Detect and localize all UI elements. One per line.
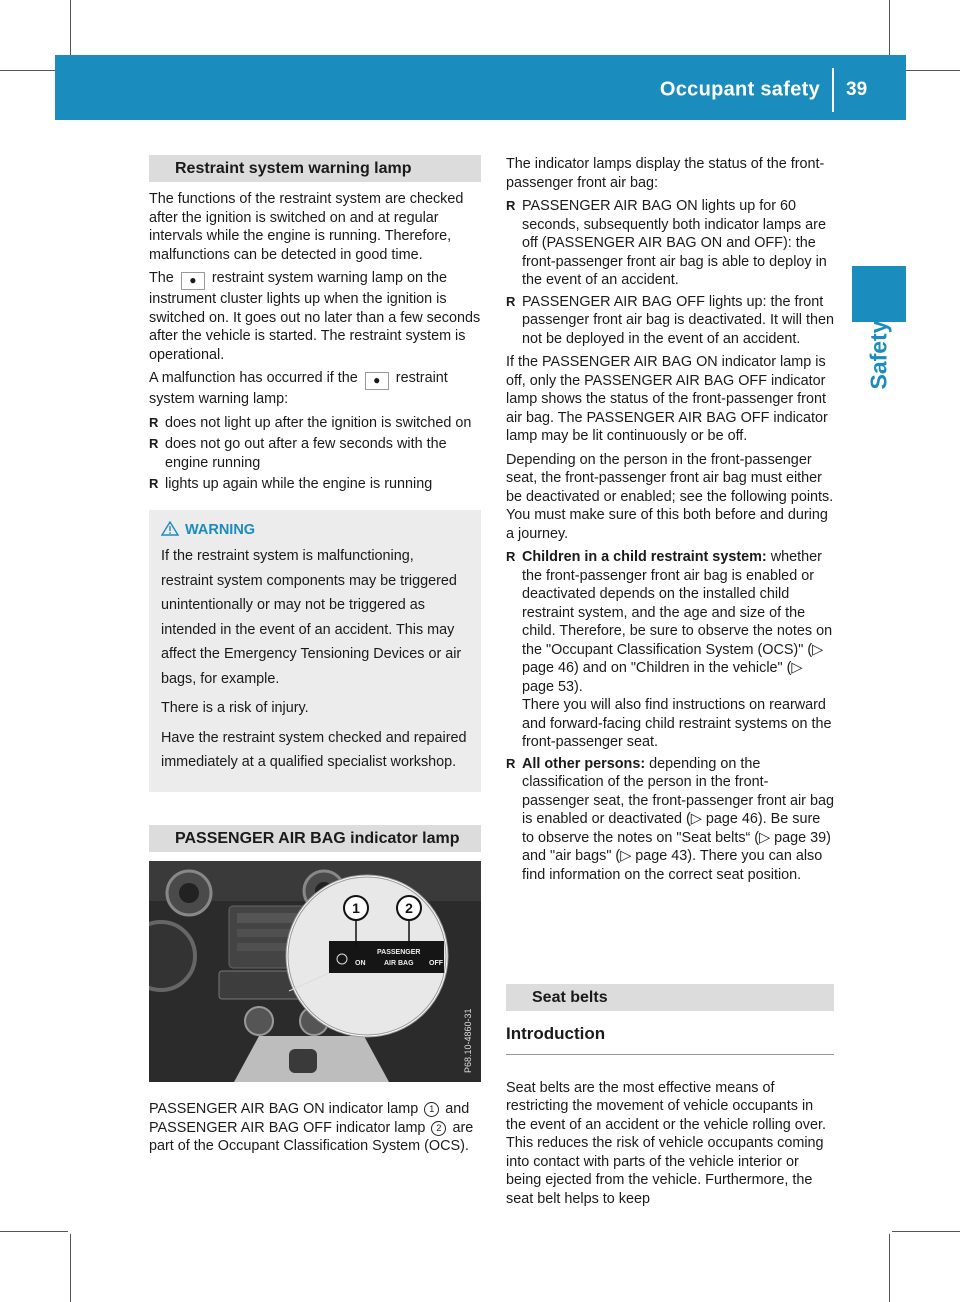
- crop-mark: [889, 1234, 890, 1302]
- crop-mark: [70, 1234, 71, 1302]
- header-separator: [832, 68, 834, 112]
- warning-text: Have the restraint system checked and repaired immediately at a qualified specialist workshop.: [161, 729, 467, 770]
- section-heading-passenger-lamp: PASSENGER AIR BAG indicator lamp: [149, 825, 481, 852]
- chapter-tab: [852, 266, 906, 322]
- paragraph: The ● restraint system warning lamp on the instrument cluster lights up when the ignition is switched on. It goes out no later than a few seconds after the vehicle is started. The restraint system is operational.: [149, 270, 481, 363]
- header-title: Occupant safety: [659, 78, 820, 101]
- dashboard-photo: [149, 861, 481, 1082]
- warning-box: [149, 510, 481, 792]
- callout-2: 2: [405, 900, 413, 916]
- warning-text: There is a risk of injury.: [161, 700, 309, 716]
- list-item: R does not light up after the ignition is switched on: [149, 414, 472, 431]
- list-item: R lights up again while the engine is running: [149, 476, 433, 492]
- paragraph: Depending on the person in the front-passenger seat, the front-passenger front air bag must either be deactivated or enabled; see the following points. You must make sure of this both before and during a journey.: [506, 451, 834, 542]
- callout-2-icon: 2: [431, 1121, 446, 1136]
- panel-off-text: OFF: [429, 960, 443, 967]
- left-column: [149, 155, 481, 792]
- list-item: R Children in a child restraint system: whether the front-passenger front air bag is enabled or deactivated depends on the installed child restraint system, and the age and size of the child. Therefore, be sure to observe the notes on the "Occupant Classification System (OCS)" (▷ page 46) and on "Children in the vehicle" (▷ page 53). There you will also find instructions on rearward and forward-facing child restraint systems on the front-passenger seat.: [506, 549, 833, 750]
- warning-text: If the restraint system is malfunctioning, restraint system components may be triggered unintentionally or may not be triggered as intended in the event of an accident. This may affect the Emergency Tensioning Devices or air bags, for example.: [161, 548, 462, 687]
- subsection-heading-introduction: Introduction: [506, 1025, 834, 1055]
- crop-mark: [0, 1231, 68, 1232]
- panel-label-line2: AIR BAG: [384, 960, 414, 967]
- page-number: 39: [846, 79, 868, 100]
- person-list: [506, 548, 834, 884]
- seat-occupant-icon: ●: [181, 272, 205, 290]
- seatbelts-section: [506, 984, 834, 1213]
- panel-on-text: ON: [355, 960, 366, 967]
- chapter-label: Safety: [865, 320, 892, 390]
- callout-1-icon: 1: [424, 1102, 439, 1117]
- warning-triangle-icon: [161, 521, 179, 536]
- list-item: R does not go out after a few seconds with the engine running: [149, 436, 447, 471]
- paragraph: Seat belts are the most effective means of restricting the movement of vehicle occupants in the event of an accident or the vehicle rolling over. This reduces the risk of vehicle occupants coming into contact with parts of the vehicle interior or being ejected from the vehicle. Furthermore, the seat belt helps to keep: [506, 1079, 826, 1207]
- right-column: [506, 155, 834, 889]
- paragraph: The functions of the restraint system are checked after the ignition is switched on and at regular intervals while the engine is running. Therefore, malfunctions can be detected in good time.: [149, 191, 464, 263]
- passenger-lamp-heading-wrap: [149, 825, 481, 860]
- crop-mark: [892, 1231, 960, 1232]
- section-heading-seatbelts: Seat belts: [506, 984, 834, 1011]
- dashboard-illustration: [149, 861, 481, 1082]
- paragraph: A malfunction has occurred if the ● restraint system warning lamp:: [149, 370, 448, 407]
- warning-heading: WARNING: [161, 518, 469, 543]
- photo-reference-code: P68.10-4860-31: [463, 1008, 473, 1073]
- photo-caption: PASSENGER AIR BAG ON indicator lamp 1 and PASSENGER AIR BAG OFF indicator lamp 2 are part of the Occupant Classification System (OCS).: [149, 1101, 474, 1154]
- seat-occupant-icon: ●: [365, 372, 389, 390]
- paragraph: The indicator lamps display the status of the front-passenger front air bag:: [506, 156, 825, 191]
- list-item: R PASSENGER AIR BAG ON lights up for 60 seconds, subsequently both indicator lamps are off (PASSENGER AIR BAG ON and OFF): the front-passenger front air bag is able to deploy in the event of an accident.: [506, 198, 827, 288]
- section-heading-restraint: Restraint system warning lamp: [149, 155, 481, 182]
- list-item: R PASSENGER AIR BAG OFF lights up: the front passenger front air bag is deactivated. It will then not be deployed in the event of an accident.: [506, 293, 834, 347]
- list-item: R All other persons: depending on the classification of the person in the front-passenger seat, the front-passenger front air bag is enabled or deactivated (▷ page 46). Be sure to observe the notes on "Seat belts“ (▷ page 39) and "air bags" (▷ page 43). There you can also find information on the correct seat position.: [506, 755, 834, 883]
- status-list: [506, 197, 834, 348]
- paragraph: If the PASSENGER AIR BAG ON indicator lamp is off, only the PASSENGER AIR BAG OFF indicator lamp shows the status of the front-passenger front air bag. The PASSENGER AIR BAG OFF indicator lamp may be lit continuously or be off.: [506, 354, 828, 444]
- callout-1: 1: [352, 900, 360, 916]
- panel-label-line1: PASSENGER: [377, 949, 421, 956]
- malfunction-list: [149, 414, 481, 494]
